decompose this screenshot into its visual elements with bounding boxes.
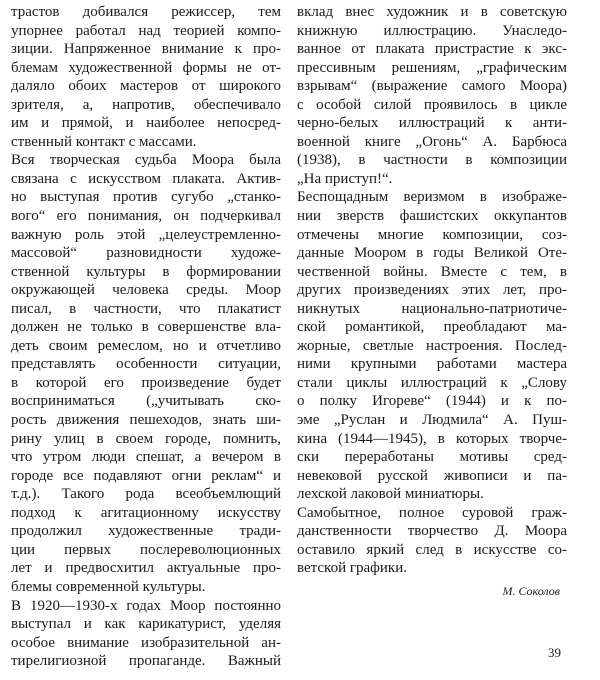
text-line: военной книге „Огонь“ А. Барбюса	[297, 133, 567, 150]
text-line: но выступая против сугубо „станко-	[11, 189, 281, 206]
text-line: в которой его произведение будет	[11, 374, 281, 391]
text-line: зиции. Напряженное внимание к про-	[11, 41, 281, 58]
text-line: окружающей человека среды. Моор	[11, 282, 281, 299]
text-line: оставило яркий след в искусстве со-	[297, 541, 567, 558]
text-line: представлять особенности ситуации,	[11, 356, 281, 373]
text-line: ветской графики.	[297, 560, 407, 577]
text-line: должен не только в совершенстве вла-	[11, 319, 281, 336]
text-line: Вся творческая судьба Моора была	[11, 152, 281, 169]
text-line: нии зверств фашистских оккупантов	[297, 208, 567, 225]
text-line: „На приступ!“.	[297, 170, 393, 187]
text-line: никнутых национально-патриотиче-	[297, 300, 567, 317]
text-line: кина (1944—1945), в которых творче-	[297, 430, 567, 447]
text-line: жорные, светлые настроения. Послед-	[297, 337, 567, 354]
text-line: упорнее работал над теорией компо-	[11, 22, 281, 39]
text-line: деть своим ремеслом, но и отчетливо	[11, 337, 281, 354]
text-line: Беспощадным веризмом в изображе-	[297, 189, 567, 206]
text-line: прессивным решениям, „графическим	[297, 59, 567, 76]
text-line: городе все подавляют огни реклам“ и	[11, 467, 281, 484]
text-line: что утром люди спешат, а вечером в	[11, 449, 281, 466]
text-line: о полку Игореве“ (1944) и к по-	[297, 393, 567, 410]
text-line: чественной войны. Вместе с тем, в	[297, 263, 567, 280]
text-line: отмечены многие композиции, соз-	[297, 226, 567, 243]
text-line: черно-белых иллюстраций к анти-	[297, 115, 567, 132]
text-line: массовой“ разновидности художе-	[11, 245, 281, 262]
text-line: зрителя, а, напротив, обеспечивало	[11, 96, 281, 113]
text-line: ственной культуры в формировании	[11, 263, 281, 280]
text-line: других произведениях этих лет, про-	[297, 282, 567, 299]
text-line: тирелигиозной пропаганде. Важный	[11, 653, 281, 670]
text-line: лет и предвосхитил актуальные про-	[11, 560, 281, 577]
right-column	[297, 3, 567, 600]
text-line: т.д.). Такого рода всеобъемлющий	[11, 486, 281, 503]
text-line: ской романтикой, преобладают ма-	[297, 319, 567, 336]
text-line: (1938), в частности в композиции	[297, 152, 567, 169]
text-line: вклад внес художник и в советскую	[297, 4, 567, 20]
text-line: Самобытное, полное суровой граж-	[297, 504, 567, 521]
text-line: ции первых послереволюционных	[11, 541, 281, 558]
text-line: им и прямой, и наиболее непосред-	[11, 115, 281, 132]
text-line: блемы современной культуры.	[11, 578, 206, 595]
text-line: продолжил художественные тради-	[11, 523, 281, 540]
text-line: трастов добивался режиссер, тем	[11, 4, 281, 20]
author-signature: М. Соколов	[502, 583, 560, 598]
text-line: с особой силой проявилось в цикле	[297, 96, 567, 113]
text-line: ски переработаны мотивы сред-	[297, 449, 567, 466]
text-line: невековой русской живописи и па-	[297, 467, 567, 484]
text-line: стали циклы иллюстраций к „Слову	[297, 374, 567, 391]
text-line: рость движения пешеходов, знать ши-	[11, 412, 281, 429]
text-line: ванное от плаката пристрастие к экс-	[297, 41, 567, 58]
text-line: В 1920—1930-х годах Моор постоянно	[11, 597, 281, 614]
text-line: данственности творчество Д. Моора	[297, 523, 567, 540]
text-line: вого“ его понимания, он подчеркивал	[11, 208, 281, 225]
text-line: взрывам“ (выражение самого Моора)	[297, 78, 567, 95]
text-line: связана с искусством плаката. Актив-	[11, 170, 281, 187]
text-line: даляло обоих мастеров от широкого	[11, 78, 281, 95]
text-line: восприниматься („учитывать ско-	[11, 393, 281, 410]
text-line: книжную иллюстрацию. Унаследо-	[297, 22, 567, 39]
text-line: лехской лаковой миниатюры.	[297, 486, 484, 503]
text-line: особое внимание изобразительной ан-	[11, 634, 281, 651]
text-line: подход к агитационному искусству	[11, 504, 281, 521]
text-line: данные Моором в годы Великой Оте-	[297, 245, 567, 262]
text-line: рину улиц в своем городе, помнить,	[11, 430, 281, 447]
text-line: ними крупными работами мастера	[297, 356, 567, 373]
text-line: блемам художественной формы не от-	[11, 59, 281, 76]
text-line: эме „Руслан и Людмила“ А. Пуш-	[297, 412, 567, 429]
text-line: ственный контакт с массами.	[11, 133, 197, 150]
left-column	[11, 3, 281, 671]
text-line: писал, в частности, что плакатист	[11, 300, 281, 317]
text-line: выступал и как карикатурист, уделяя	[11, 616, 281, 633]
page-number: 39	[548, 645, 561, 660]
text-line: важную роль этой „целеустремленно-	[11, 226, 281, 243]
